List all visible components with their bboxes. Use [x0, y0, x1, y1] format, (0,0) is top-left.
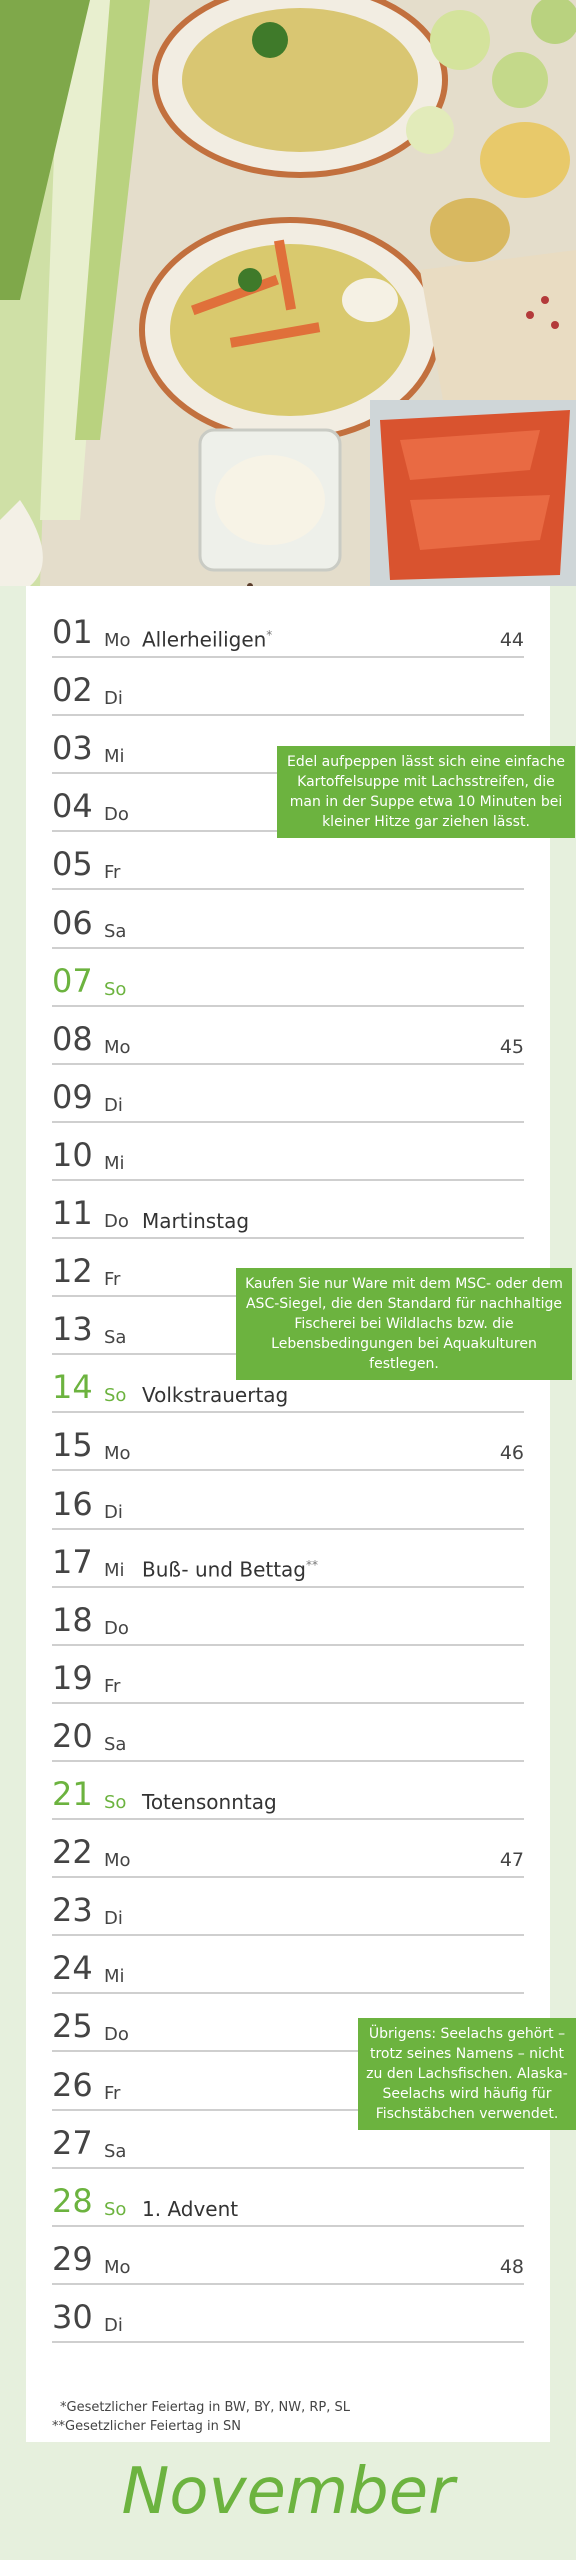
holiday-name: Volkstrauertag	[142, 1383, 289, 1408]
day-number: 06	[52, 903, 93, 942]
day-row	[52, 1646, 524, 1704]
week-number: 48	[499, 2255, 524, 2278]
day-row	[52, 1936, 524, 1994]
weekday-label: Di	[104, 688, 123, 710]
day-number: 26	[52, 2065, 93, 2104]
day-number: 12	[52, 1252, 93, 1291]
day-number: 10	[52, 1135, 93, 1174]
day-number: 27	[52, 2123, 93, 2162]
weekday-label: So	[104, 2198, 127, 2220]
weekday-label: Mo	[104, 1850, 131, 1872]
weekday-label: Do	[104, 804, 129, 826]
weekday-label: So	[104, 978, 127, 1000]
day-number: 30	[52, 2297, 93, 2336]
day-row	[52, 1588, 524, 1646]
day-row	[52, 2169, 524, 2227]
day-number: 13	[52, 1310, 93, 1349]
day-number: 16	[52, 1484, 93, 1523]
week-number: 45	[499, 1035, 524, 1058]
weekday-label: Di	[104, 1501, 123, 1523]
weekday-label: Di	[104, 1094, 123, 1116]
weekday-label: Do	[104, 2024, 129, 2046]
holiday-name: Buß- und Bettag	[142, 1557, 307, 1582]
day-row	[52, 1413, 524, 1471]
day-row	[52, 832, 524, 890]
day-row	[52, 1065, 524, 1123]
weekday-label: Sa	[104, 1733, 127, 1755]
weekday-label: Mi	[104, 1966, 125, 1988]
soup-photo-illustration	[0, 0, 576, 586]
day-number: 17	[52, 1542, 93, 1581]
footnote-holiday-2: **Gesetzlicher Feiertag in SN	[52, 2419, 241, 2434]
day-row	[52, 2227, 524, 2285]
weekday-label: Mo	[104, 2256, 131, 2278]
day-number: 15	[52, 1426, 93, 1465]
day-number: 28	[52, 2181, 93, 2220]
week-number: 46	[499, 1442, 524, 1465]
day-number: 29	[52, 2239, 93, 2278]
holiday-label	[142, 629, 272, 650]
weekday-label: Mi	[104, 1152, 125, 1174]
holiday-name: Allerheiligen	[142, 628, 267, 652]
day-row	[52, 2285, 524, 2343]
day-row	[52, 1704, 524, 1762]
day-number: 07	[52, 961, 93, 1000]
holiday-label	[142, 2196, 239, 2221]
weekday-label: Di	[104, 2314, 123, 2336]
tip-note-msc: Kaufen Sie nur Ware mit dem MSC- oder dem ASC-Siegel, die den Standard für nachhaltige Fischerei bei Wildlachs bzw. die Lebensbedingungen bei Aquakulturen festlegen.	[236, 1268, 572, 1380]
day-number: 21	[52, 1775, 93, 1813]
week-number: 47	[499, 1849, 524, 1872]
footnote-holiday-1: *Gesetzlicher Feiertag in BW, BY, NW, RP, SL	[60, 2400, 350, 2415]
holiday-footnote-mark: *	[266, 628, 273, 643]
day-row	[52, 1530, 524, 1588]
weekday-label: So	[104, 1792, 127, 1813]
day-row	[52, 1762, 524, 1820]
day-row	[52, 1007, 524, 1065]
holiday-label	[142, 1792, 277, 1812]
holiday-name: 1. Advent	[142, 2196, 239, 2221]
day-number: 04	[52, 787, 93, 826]
holiday-label	[142, 1383, 289, 1408]
day-row	[52, 891, 524, 949]
weekday-label: Mi	[104, 1559, 125, 1581]
weekday-label: Fr	[104, 2082, 121, 2104]
holiday-name: Totensonntag	[142, 1790, 277, 1814]
weekday-label: So	[104, 1385, 127, 1407]
day-number: 09	[52, 1077, 93, 1116]
day-number: 01	[52, 613, 93, 651]
day-number: 25	[52, 2007, 93, 2046]
weekday-label: Mi	[104, 746, 125, 768]
day-row	[52, 1820, 524, 1878]
day-number: 23	[52, 1891, 93, 1930]
weekday-label: Mo	[104, 630, 131, 651]
day-row	[52, 1472, 524, 1530]
weekday-label: Di	[104, 1908, 123, 1930]
day-number: 22	[52, 1833, 93, 1872]
weekday-label: Fr	[104, 1675, 121, 1697]
day-number: 24	[52, 1949, 93, 1988]
day-row	[52, 1181, 524, 1239]
day-row	[52, 949, 524, 1007]
day-number: 14	[52, 1368, 93, 1407]
holiday-name: Martinstag	[142, 1209, 250, 1233]
tip-note-soup: Edel aufpeppen lässt sich eine einfache Kartoffelsuppe mit Lachsstreifen, die man in der Suppe etwa 10 Minuten bei kleiner Hitze gar ziehen lässt.	[277, 746, 575, 838]
week-number: 44	[499, 629, 524, 651]
row-divider	[52, 2341, 524, 2343]
day-row	[52, 600, 524, 658]
day-number: 08	[52, 1019, 93, 1058]
weekday-label: Sa	[104, 920, 127, 942]
day-row	[52, 658, 524, 716]
day-number: 03	[52, 729, 93, 768]
day-number: 05	[52, 845, 93, 884]
weekday-label: Fr	[104, 862, 121, 884]
tip-note-seelachs: Übrigens: Seelachs gehört – trotz seines Namens – nicht zu den Lachsfischen. Alaska-Seelachs wird häufig für Fischstäbchen verwendet.	[358, 2018, 576, 2130]
day-number: 19	[52, 1658, 93, 1697]
day-number: 02	[52, 671, 93, 710]
weekday-label: Mo	[104, 1443, 131, 1465]
day-row	[52, 1878, 524, 1936]
day-row	[52, 1123, 524, 1181]
soup-photo	[0, 0, 576, 586]
holiday-label	[142, 1559, 318, 1580]
holiday-footnote-mark: **	[306, 1557, 319, 1572]
day-number: 18	[52, 1600, 93, 1639]
weekday-label: Fr	[104, 1269, 121, 1291]
weekday-label: Do	[104, 1617, 129, 1639]
day-number: 11	[52, 1194, 93, 1232]
holiday-label	[142, 1211, 249, 1231]
weekday-label: Sa	[104, 2140, 127, 2162]
day-number: 20	[52, 1716, 93, 1755]
footnotes	[52, 2398, 350, 2436]
weekday-label: Sa	[104, 1327, 127, 1349]
weekday-label: Do	[104, 1211, 129, 1232]
weekday-label: Mo	[104, 1036, 131, 1058]
month-title: November	[121, 2455, 455, 2529]
